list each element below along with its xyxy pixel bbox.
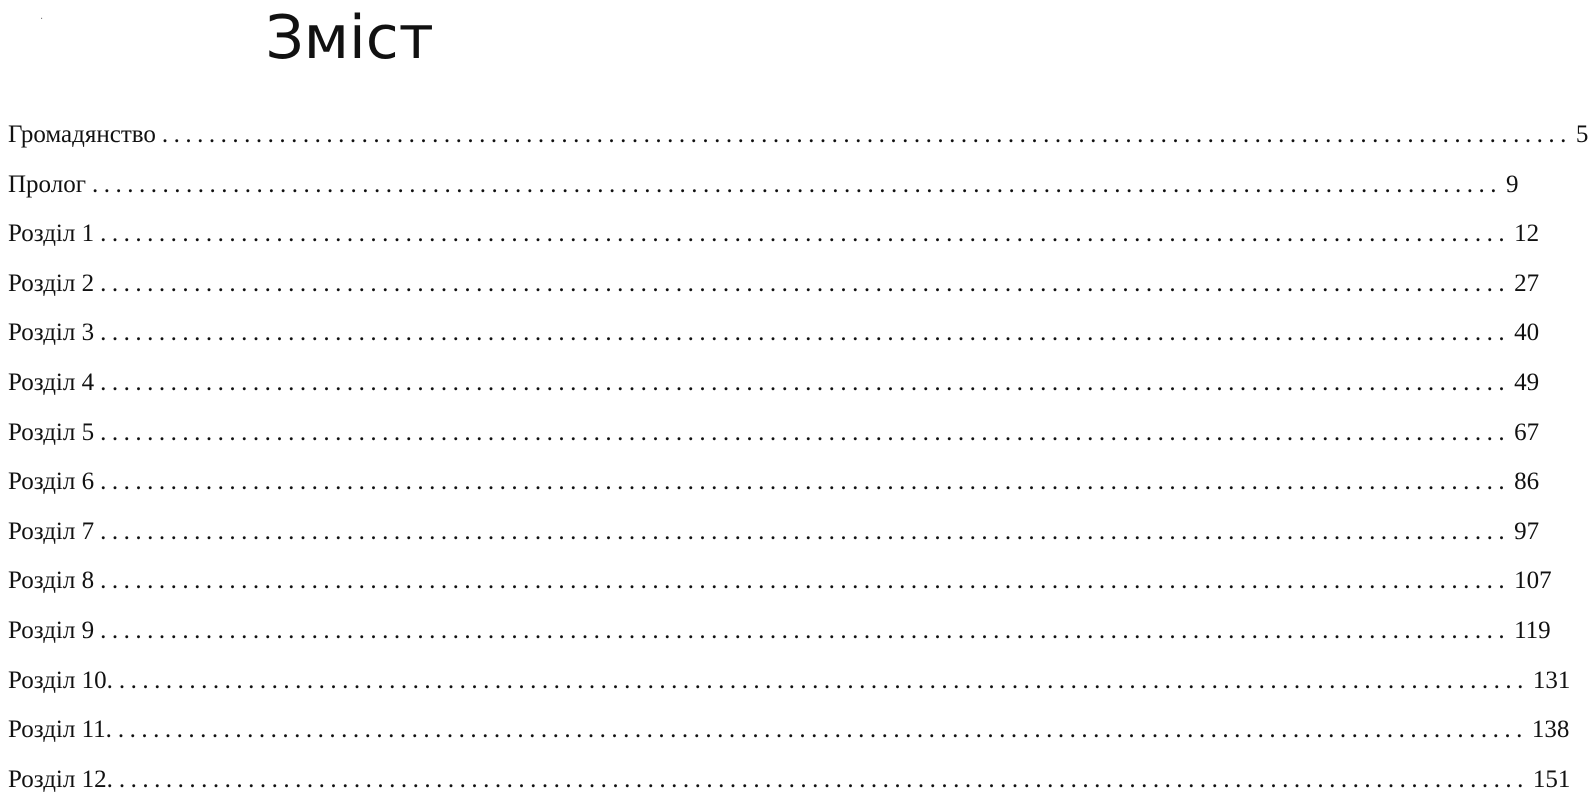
toc-entry-label: Розділ 7 xyxy=(8,517,95,545)
toc-entry-page: 107 xyxy=(1514,567,1552,595)
toc-entry-label: Розділ 9 xyxy=(8,616,95,644)
toc-entry-label: Пролог xyxy=(8,170,86,198)
toc-leader-dots: ........................................................................................................................ xyxy=(161,121,1572,148)
toc-entry-page: 119 xyxy=(1514,616,1551,644)
toc-entry xyxy=(8,606,1551,656)
toc-entry-label: Розділ 11. xyxy=(8,716,112,744)
toc-entry-page: 40 xyxy=(1514,319,1540,347)
toc-entry-page: 131 xyxy=(1532,666,1571,694)
toc-leader-dots: ........................................................................................................................ xyxy=(100,567,1511,595)
toc-entry xyxy=(8,705,1570,755)
toc-entry-page: 138 xyxy=(1531,716,1570,744)
toc-leader-dots: ........................................................................................................................ xyxy=(100,220,1511,248)
toc-leader-dots: ........................................................................................................................ xyxy=(118,666,1529,694)
toc-entry xyxy=(8,408,1540,458)
toc-entry xyxy=(8,259,1540,309)
toc-entry-label: Розділ 1 xyxy=(8,220,95,248)
toc-entry-page: 12 xyxy=(1514,220,1540,248)
toc-entry-label: Розділ 5 xyxy=(8,418,95,446)
toc-entry-page: 67 xyxy=(1514,418,1540,446)
toc-entry xyxy=(8,656,1571,706)
toc-entry-page: 97 xyxy=(1514,517,1540,545)
toc-leader-dots: ........................................................................................................................ xyxy=(117,716,1528,744)
toc-entry-page: 27 xyxy=(1514,269,1540,297)
toc-leader-dots: ........................................................................................................................ xyxy=(100,468,1511,496)
toc-entry xyxy=(8,308,1540,358)
toc-leader-dots: ........................................................................................................................ xyxy=(118,765,1529,793)
page-title: Зміст xyxy=(265,3,434,73)
toc-leader-dots: ........................................................................................................................ xyxy=(100,368,1511,396)
toc-leader-dots: ........................................................................................................................ xyxy=(100,319,1511,347)
toc-entry-label: Розділ 2 xyxy=(8,269,95,297)
toc-entry-page: 9 xyxy=(1505,170,1519,198)
toc-entry xyxy=(8,556,1552,606)
toc-entry-page: 151 xyxy=(1532,765,1571,793)
toc-entry-label: Громадянство xyxy=(8,121,156,148)
toc-leader-dots: ........................................................................................................................ xyxy=(100,616,1511,644)
toc-entry xyxy=(8,110,1588,160)
toc-entry xyxy=(8,755,1571,804)
toc-entry-page: 86 xyxy=(1514,468,1540,496)
toc-entry xyxy=(8,457,1540,507)
toc-entry-label: Розділ 8 xyxy=(8,567,95,595)
toc-entry xyxy=(8,358,1540,408)
toc-entry-label: Розділ 4 xyxy=(8,368,95,396)
toc-leader-dots: ........................................................................................................................ xyxy=(100,517,1511,545)
toc-entry-label: Розділ 6 xyxy=(8,468,95,496)
toc-entry-page: 49 xyxy=(1514,368,1540,396)
toc-entry xyxy=(8,507,1540,557)
toc-entry-label: Розділ 10. xyxy=(8,666,113,694)
toc-entry-label: Розділ 12. xyxy=(8,765,113,793)
page-speck: · xyxy=(40,14,44,25)
toc-entry-page: 5 xyxy=(1575,121,1588,148)
toc-entry xyxy=(8,209,1540,259)
toc-leader-dots: ........................................................................................................................ xyxy=(100,269,1511,297)
table-of-contents xyxy=(8,110,1588,804)
toc-leader-dots: ........................................................................................................................ xyxy=(91,170,1502,198)
toc-leader-dots: ........................................................................................................................ xyxy=(100,418,1511,446)
toc-entry-label: Розділ 3 xyxy=(8,319,95,347)
toc-entry xyxy=(8,160,1519,210)
